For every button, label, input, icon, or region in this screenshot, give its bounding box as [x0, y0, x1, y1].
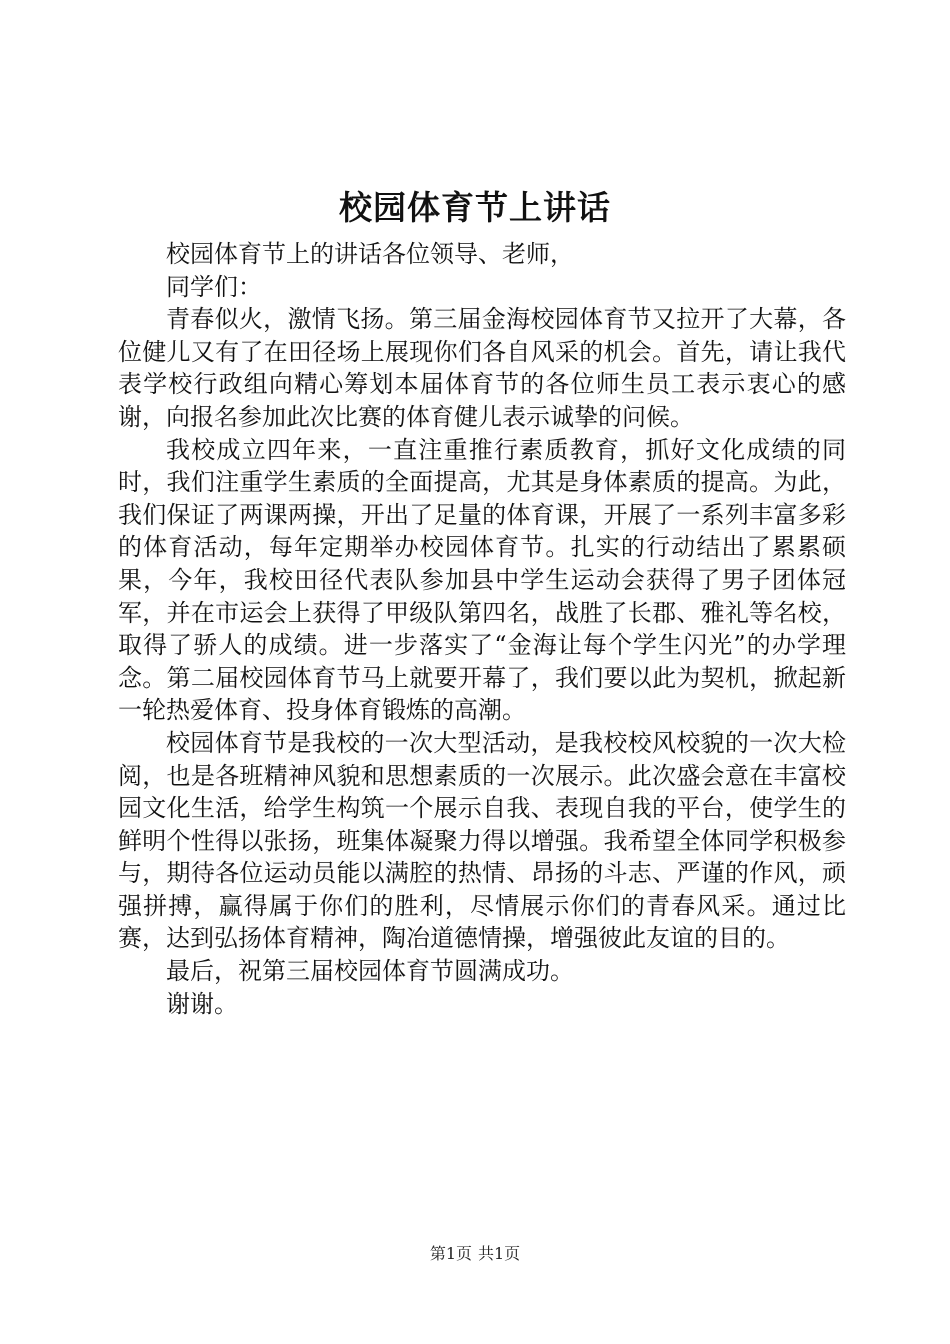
page-number: 第1页 [429, 1244, 472, 1263]
paragraph-wishes: 最后，祝第三届校园体育节圆满成功。 [166, 957, 574, 986]
page-total: 共1页 [478, 1244, 521, 1263]
paragraph-opening: 青春似火，激情飞扬。第三届金海校园体育节又拉开了大幕，各位健儿又有了在田径场上展现你们各自风采的机会。首先，请让我代表学校行政组向精心筹划本届体育节的各位师生员工表示衷心的感谢，向报名参加此次比赛的体育健儿表示诚挚的问候。 [118, 305, 846, 431]
paragraph-achievements: 我校成立四年来，一直注重推行素质教育，抓好文化成绩的同时，我们注重学生素质的全面提高，尤其是身体素质的提高。为此，我们保证了两课两操，开出了足量的体育课，开展了一系列丰富多彩的体育活动，每年定期举办校园体育节。扎实的行动结出了累累硕果，今年，我校田径代表队参加县中学生运动会获得了男子团体冠军，并在市运会上获得了甲级队第四名，战胜了长郡、雅礼等名校，取得了骄人的成绩。进一步落实了“金海让每个学生闪光”的办学理念。第二届校园体育节马上就要开幕了，我们要以此为契机，掀起新一轮热爱体育、投身体育锻炼的高潮。 [118, 435, 846, 725]
paragraph-greeting: 校园体育节上的讲话各位领导、老师， [166, 240, 574, 268]
document-title: 校园体育节上讲话 [339, 188, 611, 227]
paragraph-salutation: 同学们： [166, 272, 262, 301]
paragraph-thanks: 谢谢。 [166, 989, 238, 1018]
document-body [118, 238, 846, 1020]
paragraph-significance: 校园体育节是我校的一次大型活动，是我校校风校貌的一次大检阅，也是各班精神风貌和思想素质的一次展示。此次盛会意在丰富校园文化生活，给学生构筑一个展示自我、表现自我的平台，使学生的鲜明个性得以张扬，班集体凝聚力得以增强。我希望全体同学积极参与，期待各位运动员能以满腔的热情、昂扬的斗志、严谨的作风，顽强拼搏，赢得属于你们的胜利，尽情展示你们的青春风采。通过比赛，达到弘扬体育精神，陶冶道德情操，增强彼此友谊的目的。 [118, 728, 846, 953]
page-footer [0, 1242, 950, 1266]
